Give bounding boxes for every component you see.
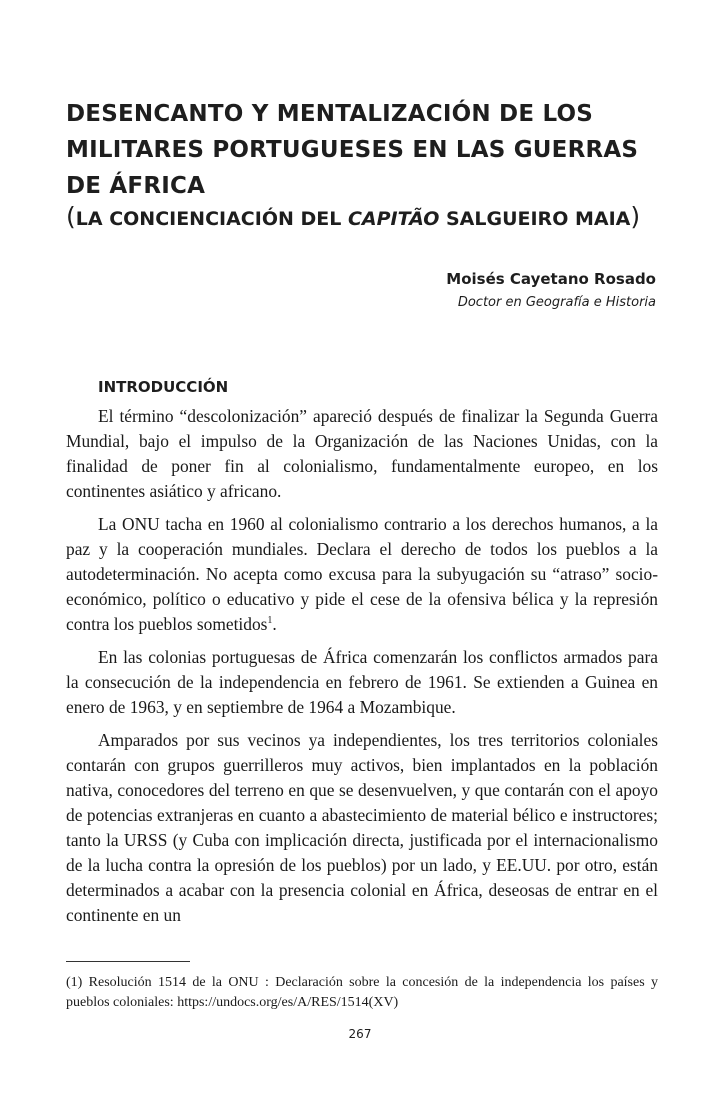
page-number: 267	[348, 1027, 372, 1041]
subtitle-open-paren: (	[66, 202, 76, 231]
paragraph: En las colonias portuguesas de África comenzarán los conflictos armados para la consecución de la independencia en febrero de 1961. Se extienden a Guinea en enero de 1963, y en septiembre de 1964 a Mozambique.	[66, 647, 658, 717]
chapter-title-line: MILITARES PORTUGUESES EN LAS GUERRAS	[66, 137, 639, 163]
chapter-title-line: DE ÁFRICA	[66, 173, 206, 199]
paragraph-end: .	[272, 614, 277, 634]
body-text	[66, 404, 658, 928]
subtitle-text-pre: LA CONCIENCIACIÓN DEL	[75, 208, 348, 230]
author-affiliation: Doctor en Geografía e Historia	[457, 295, 656, 310]
chapter-subtitle	[66, 202, 686, 234]
section-heading: INTRODUCCIÓN	[98, 378, 229, 396]
chapter-title	[66, 96, 666, 204]
footnote-reference[interactable]: 1	[267, 615, 273, 627]
footnote: (1) Resolución 1514 de la ONU : Declaración sobre la concesión de la independencia los países y pueblos coloniales: https://undocs.org/es/A/RES/1514(XV)	[66, 975, 658, 1010]
paragraph: Amparados por sus vecinos ya independientes, los tres territorios coloniales contarán con grupos guerrilleros muy activos, bien implantados en la población nativa, conocedores del terreno en que se desenvuelven, y que contarán con el apoyo de potencias extranjeras en cuanto a abastecimiento de material bélico e instructores; tanto la URSS (y Cuba con implicación directa, justificada por el internacionalismo de la lucha contra la opresión de los pueblos) por un lado, y EE.UU. por otro, están determinados a acabar con la presencia colonial en África, deseosas de entrar en el continente en un	[66, 730, 658, 925]
subtitle-close-paren: )	[630, 202, 641, 231]
paragraph-text: La ONU tacha en 1960 al colonialismo contrario a los derechos humanos, a la paz y la cooperación mundiales. Declara el derecho de todos los pueblos a la autodeterminación. No acepta como excusa para la subyugación su “atraso” socio-económico, político o educativo y pide el cese de la ofensiva bélica y la represión contra los pueblos sometidos	[66, 514, 658, 634]
subtitle-text-italic: CAPITÃO	[347, 208, 440, 230]
subtitle-text-post: SALGUEIRO MAIA	[439, 208, 631, 230]
paragraph	[66, 512, 658, 637]
chapter-title-line: DESENCANTO Y MENTALIZACIÓN DE LOS	[66, 101, 594, 127]
paragraph: El término “descolonización” apareció después de finalizar la Segunda Guerra Mundial, bajo el impulso de la Organización de las Naciones Unidas, con la finalidad de poner fin al colonialismo, fundamentalmente europeo, en los continentes asiático y africano.	[66, 406, 658, 501]
author-name: Moisés Cayetano Rosado	[446, 270, 656, 288]
footnote-divider	[66, 961, 190, 962]
